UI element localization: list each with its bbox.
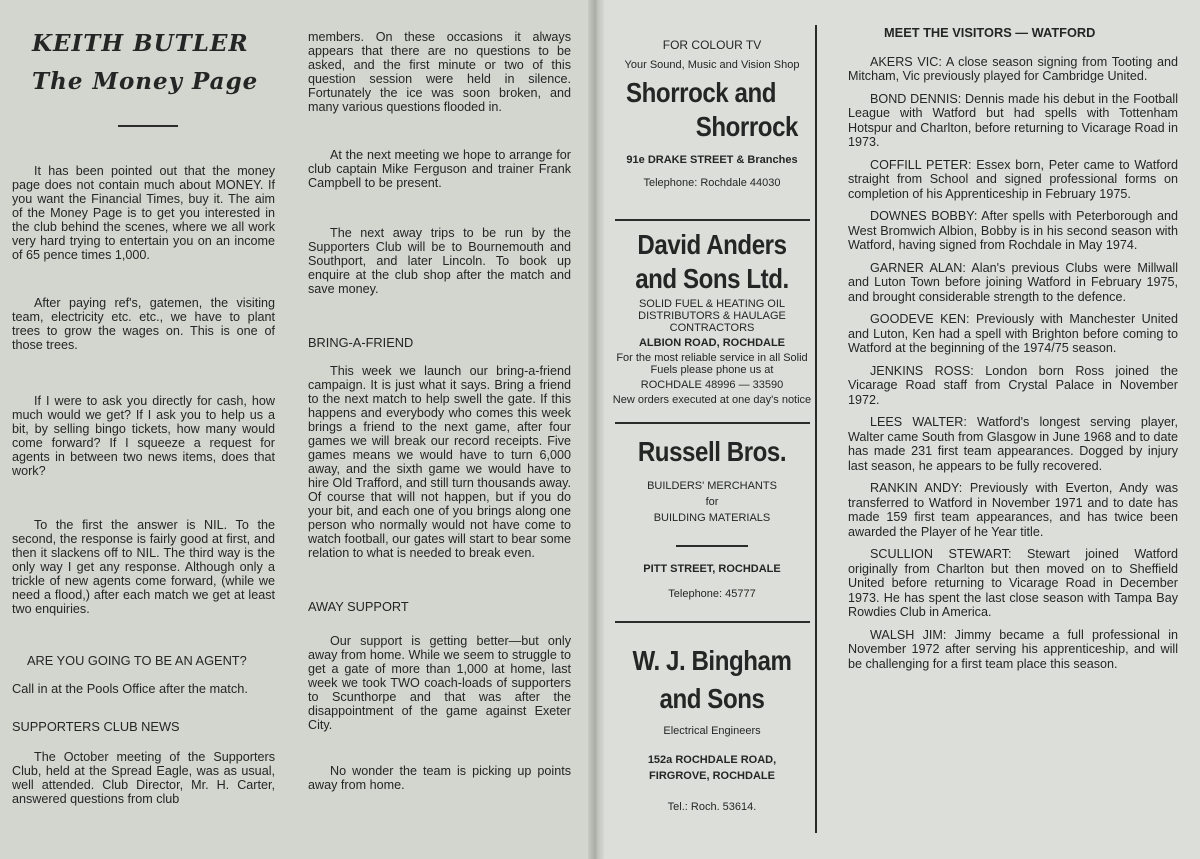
ad-phone: Telephone: 45777 (668, 588, 756, 600)
money-paragraph: At the next meeting we hope to arrange for club captain Mike Ferguson and trainer Frank Campbell to be present. (308, 148, 571, 190)
money-paragraph: No wonder the team is picking up points away from home. (308, 764, 571, 792)
column-divider (815, 25, 817, 833)
player-entry: COFFILL PETER: Essex born, Peter came to Watford straight from School and signed professional forms on completion of his Apprenticeship in February 1975. (848, 157, 1178, 201)
money-paragraph: The next away trips to be run by the Supporters Club will be to Bournemouth and Southport, and later Lincoln. To book up enquire at the club shop after the match and save money. (308, 226, 571, 296)
agent-line: Call in at the Pools Office after the match. (12, 681, 248, 696)
ad-divider (615, 219, 810, 221)
money-paragraph: It has been pointed out that the money page does not contain much about MONEY. If you want the Financial Times, buy it. The aim of the Money Page is to get you interested in the club behind the scenes, where we all work very hard trying to entertain you on an income of 65 pence times 1,000. (12, 164, 275, 262)
title-divider (118, 125, 178, 127)
ad-name: W. J. Bingham (632, 645, 792, 676)
ad-line: BUILDING MATERIALS (653, 512, 771, 524)
money-paragraph: This week we launch our bring-a-friend campaign. It is just what it says. Bring a friend to the next match to help swell the gate. If this happens and everybody who comes this week brings a friend to the next game, after four games we will break our record receipts. Five games means we would have to turn 6,000 away, and the sixth game we would have to hire Old Trafford, and still turn thousands away. Of course that will not happen, but if you do your bit, and each one of you brings along one person who normally would not have come to watch football, our gates will start to bear some relation to what is needed to break even. (308, 364, 571, 560)
visitors-column (848, 26, 1178, 679)
player-entry: WALSH JIM: Jimmy became a full professional in November 1972 after serving his apprenticeship, and will be challenging for a first team place this season. (848, 627, 1178, 671)
ad-line: For the most reliable service in all Solid Fuels please phone us at (616, 352, 808, 376)
player-entry: JENKINS ROSS: London born Ross joined the Vicarage Road staff from Crystal Palace in November 1972. (848, 363, 1178, 407)
player-entry: GOODEVE KEN: Previously with Manchester United and Luton, Ken had a spell with Brighton before coming to Watford at the beginning of the 1974/75 season. (848, 312, 1178, 355)
player-entry: LEES WALTER: Watford's longest serving player, Walter came South from Glasgow in June 1968 and to date has made 231 first team appearances. Dogged by injury last season, he appears to be fully recovered. (848, 415, 1178, 473)
page-title: KEITH BUTLER (32, 30, 249, 57)
club-news-heading: SUPPORTERS CLUB NEWS (12, 719, 180, 734)
ad-address: PITT STREET, ROCHDALE (643, 563, 781, 575)
ad-line: Your Sound, Music and Vision Shop (624, 59, 800, 71)
money-paragraph: Our support is getting better—but only away from home. While we seem to struggle to get a gate of more than 1,000 at home, last week we took TWO coach-loads of supporters to Scunthorpe and that was after the disappointment of the game against Exeter City. (308, 634, 571, 732)
ad-short-divider (676, 545, 748, 547)
ad-line: New orders executed at one day's notice (612, 394, 812, 406)
ad-line: FOR COLOUR TV (662, 38, 762, 52)
money-paragraph: To the first the answer is NIL. To the second, the response is fairly good at first, and then it slackens off to NIL. The third way is the only way I get any response. Although only a trickle of new agents come forward, (while we need a flood,) after each match we get at least two enquiries. (12, 518, 275, 616)
money-paragraph: After paying ref's, gatemen, the visiting team, electricity etc. etc., we have to plant trees to grow the wages on. This is one of those trees. (12, 296, 275, 352)
ad-address: FIRGROVE, ROCHDALE (649, 770, 775, 782)
ad-description: SOLID FUEL & HEATING OIL DISTRIBUTORS & HAULAGE CONTRACTORS (638, 298, 786, 334)
ad-phone: ROCHDALE 48996 — 33590 (640, 379, 784, 391)
player-entry: BOND DENNIS: Dennis made his debut in the Football League with Watford but had spells with Tottenham Hotspur and Charlton, before returning to Vicarage Road in 1973. (848, 91, 1178, 149)
ad-address: 152a ROCHDALE ROAD, (647, 754, 777, 766)
visitors-heading: MEET THE VISITORS — WATFORD (884, 25, 1096, 40)
ad-name: Russell Bros. (637, 436, 787, 467)
ad-name: and Sons (659, 683, 765, 714)
shorrock-ad (612, 38, 812, 190)
player-entry: SCULLION STEWART: Stewart joined Watford originally from Charlton but then moved on to Sheffield United before returning to Vicarage Road in December 1973. He has spent the last close season with Tampa Bay Rowdies Club in America. (848, 547, 1178, 619)
money-paragraph: If I were to ask you directly for cash, how much would we get? If I ask you to help us a bit, by selling bingo tickets, how many would come forward? If I squeeze a request for agents in between two news items, does that work? (12, 394, 275, 478)
agent-heading: ARE YOU GOING TO BE AN AGENT? (27, 653, 247, 668)
ad-line: BUILDERS' MERCHANTS (647, 480, 777, 492)
money-column-2 (308, 30, 571, 792)
ad-address: 91e DRAKE STREET & Branches (626, 154, 798, 166)
russell-ad (612, 435, 812, 601)
money-column-1 (12, 164, 275, 806)
money-paragraph: members. On these occasions it always appears that there are no questions to be asked, and the first minute or two of this question session were held in silence. Fortunately the ice was soon broken, and many various questions flooded in. (308, 30, 571, 114)
page-gutter (588, 0, 604, 859)
player-entry: GARNER ALAN: Alan's previous Clubs were Millwall and Luton Town before joining Watford in February 1975, and brought considerable strength to the defence. (848, 260, 1178, 304)
ad-phone: Telephone: Rochdale 44030 (643, 177, 781, 189)
ad-line: for (705, 496, 719, 508)
ad-address: ALBION ROAD, ROCHDALE (638, 337, 786, 349)
ad-phone: Tel.: Roch. 53614. (667, 801, 757, 813)
ad-name: Shorrock and (626, 77, 777, 108)
money-paragraph: The October meeting of the Supporters Club, held at the Spread Eagle, was as usual, well attended. Club Director, Mr. H. Carter, answered questions from club (12, 750, 275, 806)
friend-heading: BRING-A-FRIEND (308, 335, 414, 350)
ad-name: and Sons Ltd. (635, 263, 789, 294)
player-entry: DOWNES BOBBY: After spells with Peterborough and West Bromwich Albion, Bobby is in his second season with Watford, having signed from Rochdale in May 1974. (848, 209, 1178, 252)
ad-divider (615, 621, 810, 623)
ad-divider (615, 422, 810, 424)
player-entry: AKERS VIC: A close season signing from Tooting and Mitcham, Vic previously played for Cambridge United. (848, 54, 1178, 83)
ad-name: David Anders (637, 229, 787, 260)
player-entry: RANKIN ANDY: Previously with Everton, Andy was transferred to Watford in November 1971 and to date has made 159 first team appearances, and has twice been awarded the Player of he Year title. (848, 481, 1178, 539)
ad-name: Shorrock (695, 111, 798, 142)
bingham-ad (612, 644, 812, 814)
away-heading: AWAY SUPPORT (308, 599, 409, 614)
ad-line: Electrical Engineers (663, 725, 761, 737)
page-subtitle: The Money Page (32, 68, 259, 95)
anders-ad (612, 228, 812, 406)
